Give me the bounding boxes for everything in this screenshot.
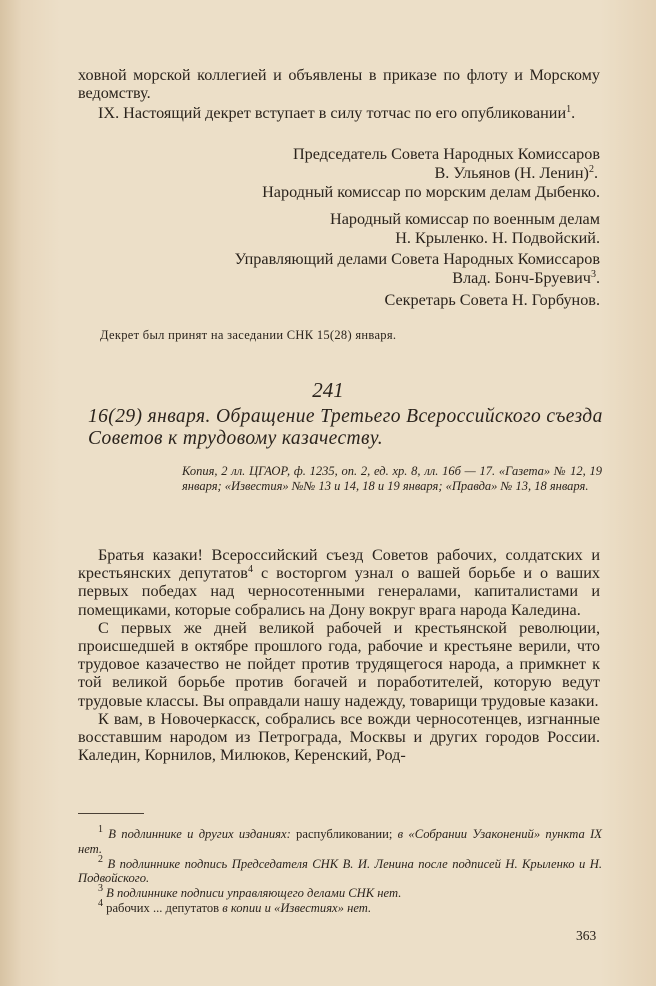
footnotes <box>78 824 602 916</box>
footnote-2: $^2$ В подлиннике подпись Председателя СНК В. И. Ленина после подписей Н. Крыленко и Н. Подвойского. <box>78 853 602 886</box>
document-source: Копия, 2 лл. ЦГАОР, ф. 1235, оп. 2, ед. хр. 8, лл. 16б — 17. «Газета» № 12, 19 января; «Известия» №№ 13 и 14, 18 и 19 января; «Правда» № 13, 18 января. <box>182 464 602 493</box>
footnote-ref-2: 2 <box>588 164 594 175</box>
main-paragraph-2: С первых же дней великой рабочей и крестьянской революции, происшедшей в октябре прошлого года, рабочие и крестьяне верили, что трудовое казачество не пойдет против трудящегося народа, а примкнет к той великой борьбе против богачей и поработителей, которую ведут трудовые классы. Вы оправдали нашу надежду, товарищи трудовые казаки. <box>78 618 600 710</box>
footnote-ref-3: 3 <box>590 269 596 280</box>
signature-chairman: Председатель Совета Народных Комиссаров В. Ульянов (Н. Ленин)$^2$. <box>292 145 600 182</box>
main-paragraph-3: К вам, в Новочеркасск, собрались все вожди черносотенцев, изгнанные восставшим народом из Петрограда, Москвы и других городов России. Каледин, Корнилов, Милюков, Керенский, Род- <box>78 709 600 765</box>
footnote-divider <box>78 813 144 814</box>
decree-note: Декрет был принят на заседании СНК 15(28) января. <box>100 328 397 342</box>
signature-secretary: Секретарь Совета Н. Горбунов. <box>384 291 600 309</box>
signature-naval-commissar: Народный комиссар по морским делам Дыбенко. <box>262 183 600 201</box>
footnote-1: $^1$ В подлиннике и других изданиях: распубликовании; в «Собрании Узаконений» пункта IX нет. <box>78 824 602 856</box>
page-number: 363 <box>576 928 597 943</box>
footnote-3: $^3$ В подлиннике подписи управляющего делами СНК нет. <box>98 883 402 901</box>
top-text <box>78 66 600 123</box>
footnote-ref-4: 4 <box>247 564 253 576</box>
signature-military-commissar: Народный комиссар по военным делам Н. Крыленко. Н. Подвойский. <box>330 210 600 247</box>
top-paragraph-1: ховной морской коллегией и объявлены в приказе по флоту и Морскому ведомству. <box>78 66 600 103</box>
footnote-4: $^4$ рабочих ... депутатов в копии и «Известиях» нет. <box>98 897 372 915</box>
top-paragraph-2: IX. Настоящий декрет вступает в силу тотчас по его опубликовании$^1$. <box>98 104 576 123</box>
main-text <box>78 546 600 764</box>
main-paragraph-1: Братья казаки! Всероссийский съезд Советов рабочих, солдатских и крестьянских депутатов$^4$ с восторгом узнал о вашей борьбе и о ваших первых победах над черносотенными генералами, капиталистами и помещиками, которые собрались на Дону вокруг врага народа Каледина. <box>78 546 601 619</box>
document-title: 16(29) января. Обращение Третьего Всероссийского съезда Советов к трудовому казачеству. <box>88 406 603 449</box>
signature-business-manager: Управляющий делами Совета Народных Комиссаров Влад. Бонч-Бруевич$^3$. <box>234 250 600 287</box>
document-number: 241 <box>312 378 344 402</box>
footnote-ref-1: 1 <box>566 104 572 116</box>
